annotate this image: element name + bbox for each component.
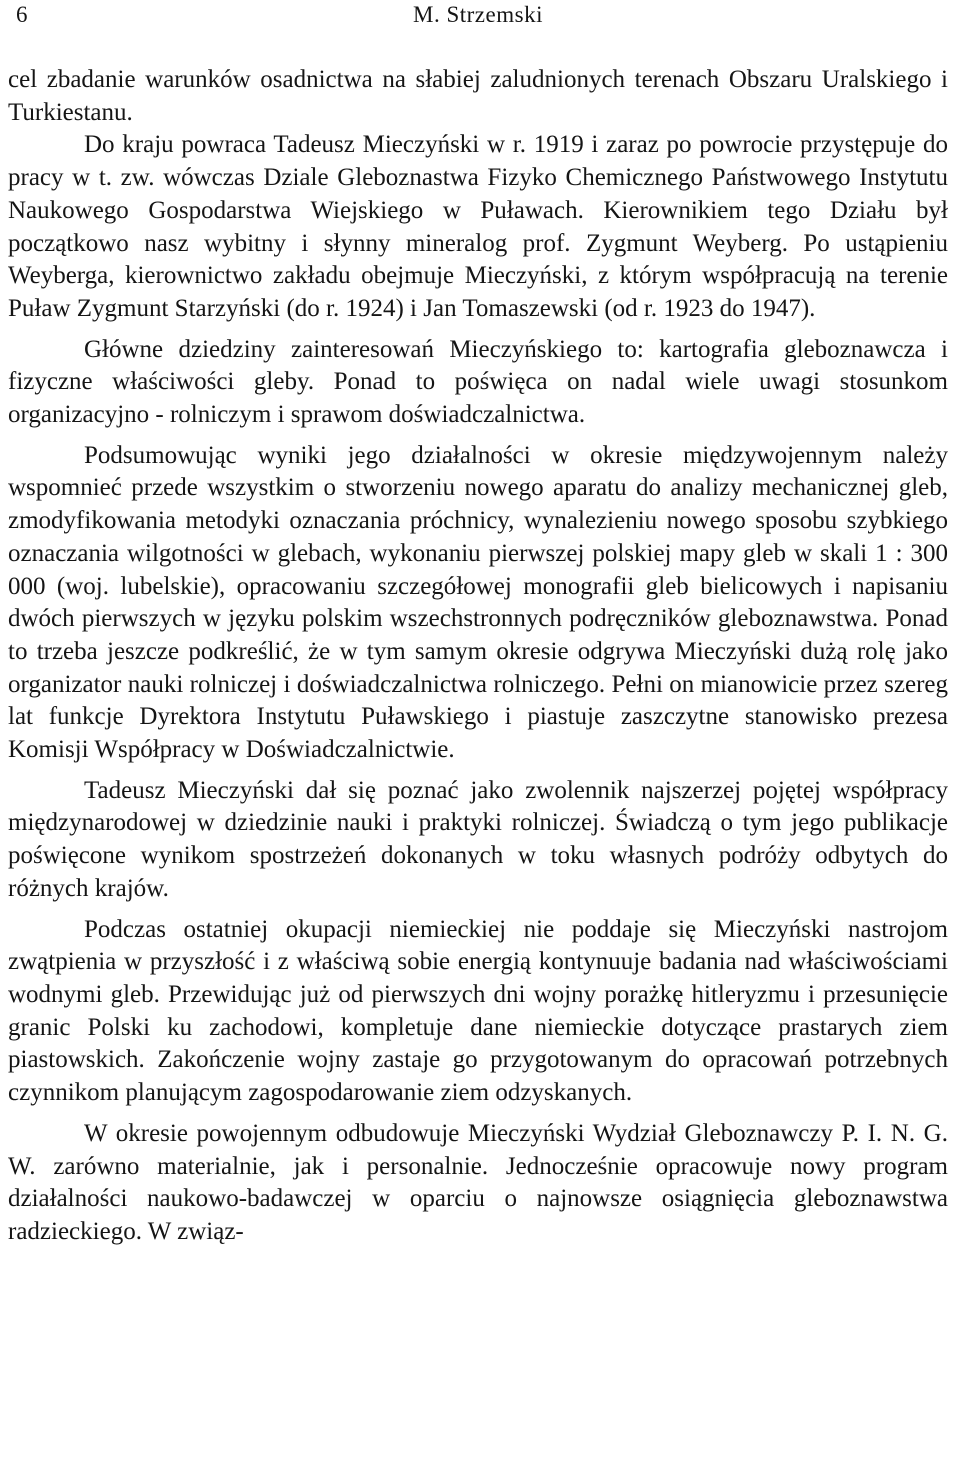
- paragraph-postwar: W okresie powojennym odbudowuje Mieczyński Wydział Gleboznawczy P. I. N. G. W. zarówno materialnie, jak i personalnie. Jednocześnie opracowuje nowy program działalności naukowo-badawczej w oparciu o najnowsze osiągnięcia gleboznawstwa radzieckiego. W związ-: [8, 1119, 948, 1245]
- paragraph-interwar-summary: Podsumowując wyniki jego działalności w okresie międzywojennym należy wspomnieć przede wszystkim o stworzeniu nowego aparatu do analizy mechanicznej gleb, zmodyfikowania metodyki oznaczania próchnicy, wynalezieniu nowego sposobu szybkiego oznaczania wilgotności w glebach, wykonaniu pierwszej polskiej mapy gleb w skali 1 : 300 000 (woj. lubelskie), opracowaniu szczegółowej monografii gleb bielicowych i napisaniu dwóch pierwszych w języku polskim wszechstronnych podręczników gleboznawstwa. Ponad to trzeba jeszcze podkreślić, że w tym samym okresie odgrywa Mieczyński dużą rolę jako organizator nauki rolniczej i doświadczalnictwa rolniczego. Pełni on mianowicie przez szereg lat funkcje Dyrektora Instytutu Puławskiego i piastuje zaszczytne stanowisko prezesa Komisji Współpracy w Doświadczalnictwie.: [8, 441, 948, 764]
- running-title: M. Strzemski: [413, 2, 543, 27]
- paragraph-research-fields: Główne dziedziny zainteresowań Mieczyńskiego to: kartografia gleboznawcza i fizyczne właściwości gleby. Ponad to poświęca on nadal wiele uwagi stosunkom organizacyjno - rolniczym i sprawom doświadczalnictwa.: [8, 335, 948, 429]
- page-number: 6: [16, 2, 28, 27]
- paragraph-international-cooperation: Tadeusz Mieczyński dał się poznać jako zwolennik najszerzej pojętej współpracy międzynarodowej w dziedzinie nauki i praktyki rolniczej. Świadczą o tym jego publikacje poświęcone wynikom spostrzeżeń dokonanych w toku własnych podróży odbytych do różnych krajów.: [8, 776, 948, 902]
- body-text: [8, 64, 948, 1249]
- running-header: [8, 2, 948, 32]
- paragraph-continuation: cel zbadanie warunków osadnictwa na słabiej zaludnionych terenach Obszaru Uralskiego i Turkiestanu.: [8, 66, 948, 126]
- paragraph-occupation: Podczas ostatniej okupacji niemieckiej nie poddaje się Mieczyński nastrojom zwątpienia w przyszłość i z właściwą sobie energią kontynuuje badania nad właściwościami wodnymi gleb. Przewidując już od pierwszych dni wojny porażkę hitleryzmu i przesunięcie granic Polski ku zachodowi, kompletuje dane niemieckie dotyczące prastarych ziem piastowskich. Zakończenie wojny zastaje go przygotowanym do opracowań potrzebnych czynnikom planującym zagospodarowanie ziem odzyskanych.: [8, 915, 948, 1107]
- paragraph-return-to-country: Do kraju powraca Tadeusz Mieczyński w r. 1919 i zaraz po powrocie przystępuje do pracy w t. zw. wówczas Dziale Gleboznastwa Fizyko Chemicznego Państwowego Instytutu Naukowego Gospodarstwa Wiejskiego w Puławach. Kierownikiem tego Działu był początkowo nasz wybitny i słynny mineralog prof. Zygmunt Weyberg. Po ustąpieniu Weyberga, kierownictwo zakładu obejmuje Mieczyński, z którym współpracują na terenie Puław Zygmunt Starzyński (do r. 1924) i Jan Tomaszewski (od r. 1923 do 1947).: [8, 131, 948, 322]
